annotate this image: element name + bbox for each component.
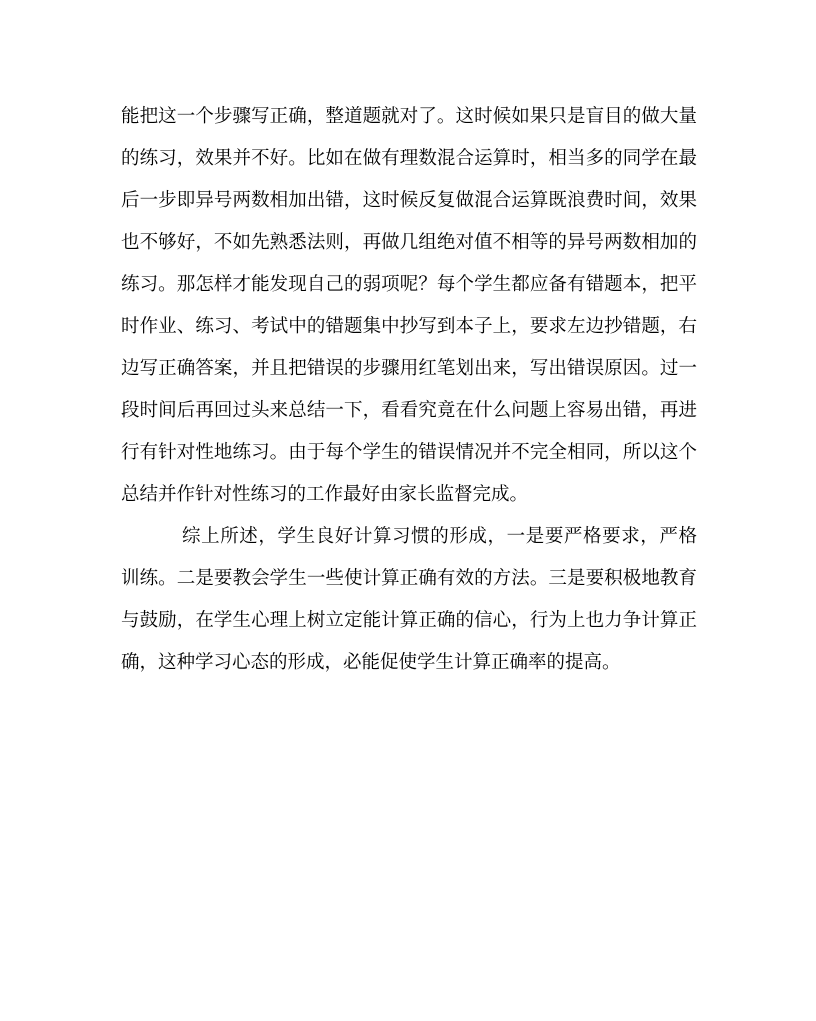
paragraph-line: 综上所述，学生良好计算习惯的形成，一是要严格要求，严格 [182, 526, 697, 547]
paragraph-line: 时作业、练习、考试中的错题集中抄写到本子上，要求左边抄错题，右 [121, 316, 697, 337]
paragraph-line: 行有针对性地练习。由于每个学生的错误情况并不完全相同，所以这个 [121, 442, 697, 463]
paragraph-line: 与鼓励，在学生心理上树立定能计算正确的信心，行为上也力争计算正 [121, 610, 697, 631]
paragraph-line: 后一步即异号两数相加出错，这时候反复做混合运算既浪费时间，效果 [121, 190, 697, 211]
paragraph-line: 总结并作针对性练习的工作最好由家长监督完成。 [121, 484, 529, 505]
paragraph-line: 确，这种学习心态的形成，必能促使学生计算正确率的提高。 [121, 652, 621, 673]
paragraph-line: 能把这一个步骤写正确，整道题就对了。这时候如果只是盲目的做大量 [121, 106, 697, 127]
paragraph-line: 练习。那怎样才能发现自己的弱项呢？每个学生都应备有错题本，把平 [121, 274, 697, 295]
paragraph-line: 边写正确答案，并且把错误的步骤用红笔划出来，写出错误原因。过一 [121, 358, 697, 379]
paragraph-line: 也不够好，不如先熟悉法则，再做几组绝对值不相等的异号两数相加的 [121, 232, 697, 253]
paragraph-line: 段时间后再回过头来总结一下，看看究竟在什么问题上容易出错，再进 [121, 400, 697, 421]
paragraph-line: 的练习，效果并不好。比如在做有理数混合运算时，相当多的同学在最 [121, 148, 697, 169]
paragraph-line: 训练。二是要教会学生一些使计算正确有效的方法。三是要积极地教育 [121, 568, 697, 589]
